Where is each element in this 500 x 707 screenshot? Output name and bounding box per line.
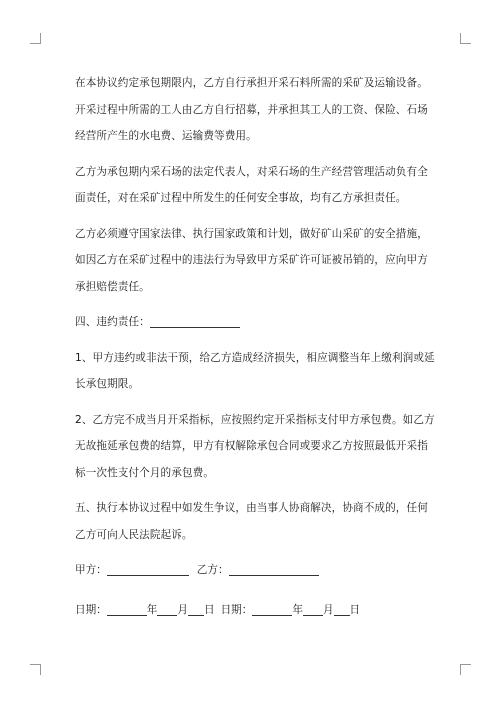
date-a-year-line — [107, 601, 147, 616]
paragraph-legal-representative: 乙方为承包期内采石场的法定代表人，对采石场的生产经营管理活动负有全面责任，对在采矿过程中所发生的任何安全事故，均有乙方承担责任。 — [75, 165, 428, 204]
section-heading-label: 四、违约责任： — [75, 316, 150, 328]
date-b-day-line — [334, 601, 350, 616]
date-b-month-line — [303, 601, 323, 616]
signature-row — [75, 557, 435, 583]
date-label-b: 日期： — [220, 604, 253, 616]
date-a-day-line — [188, 601, 204, 616]
date-a-month: 月 — [177, 604, 188, 616]
crop-mark-bottom-left — [30, 664, 41, 675]
clause-dispute: 五、执行本协议过程中如发生争议，由当事人协商解决，协商不成的，任何乙方可向人民法院起诉。 — [75, 502, 428, 541]
clause-party-b-quota: 2、乙方完不成当月开采指标，应按照约定开采指标支付甲方承包费。如乙方无故拖延承包费的结算，甲方有权解除承包合同或要求乙方按照最低开采指标一次性支付个月的承包费。 — [75, 413, 435, 479]
party-b-label: 乙方： — [196, 564, 229, 576]
document-body — [75, 70, 435, 623]
date-b-month: 月 — [322, 604, 334, 616]
party-a-signature-line — [107, 561, 189, 576]
date-a-year: 年 — [146, 604, 158, 616]
crop-mark-top-right — [460, 33, 471, 44]
party-a-label: 甲方： — [75, 564, 107, 576]
crop-mark-bottom-right — [460, 664, 471, 675]
clause-party-a-breach: 1、甲方违约或非法干预，给乙方造成经济损失，相应调整当年上缴利润或延长承包期限。 — [75, 351, 435, 390]
crop-mark-top-left — [30, 33, 41, 44]
date-label-a: 日期： — [75, 604, 107, 616]
date-b-year-line — [252, 601, 292, 616]
date-a-month-line — [157, 601, 177, 616]
date-b-year: 年 — [292, 604, 303, 616]
date-a-day: 日 — [203, 604, 215, 616]
date-row — [75, 597, 435, 623]
party-b-signature-line — [229, 561, 319, 576]
section-heading-breach — [75, 309, 435, 336]
paragraph-compliance: 乙方必须遵守国家法律、执行国家政策和计划，做好矿山采矿的安全措施，如因乙方在采矿过程中的违法行为导致甲方采矿许可证被吊销的，应向甲方承担赔偿责任。 — [75, 227, 428, 293]
paragraph-equipment: 在本协议约定承包期限内，乙方自行承担开采石料所需的采矿及运输设备。开采过程中所需的工人由乙方自行招募，并承担其工人的工资、保险、石场经营所产生的水电费、运输费等费用。 — [75, 77, 428, 142]
blank-line — [150, 313, 240, 328]
date-b-day: 日 — [349, 604, 361, 616]
